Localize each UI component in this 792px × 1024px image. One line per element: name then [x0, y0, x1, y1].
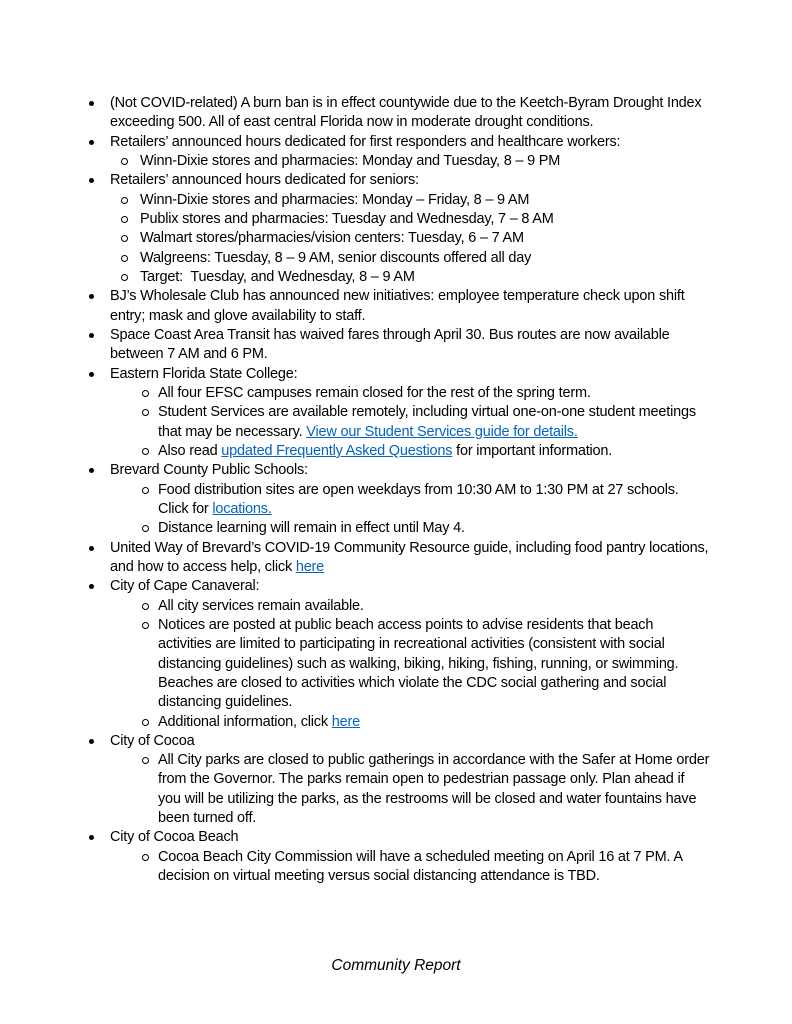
text-run: United Way of Brevard’s COVID-19 Community Resource guide, including food pantry locations, and how to access help, click — [110, 539, 709, 575]
bullet-text — [110, 94, 710, 133]
sub-bullet-item — [0, 249, 792, 268]
bullet-text — [140, 152, 710, 171]
text-run: Brevard County Public Schools: — [110, 462, 308, 479]
sub-bullet-item — [0, 481, 792, 520]
open-circle-bullet-icon — [120, 152, 140, 171]
filled-dot-bullet-icon — [88, 577, 110, 596]
bullet-text — [158, 403, 710, 442]
filled-dot-bullet-icon — [88, 828, 110, 847]
bullet-text — [110, 577, 710, 596]
sub-bullet-item — [0, 597, 792, 616]
bullet-text — [110, 287, 710, 326]
bullet-text — [158, 616, 710, 713]
sub-bullet-item — [0, 713, 792, 732]
filled-dot-bullet-icon — [88, 287, 110, 326]
text-run: City of Cocoa — [110, 732, 195, 749]
filled-dot-bullet-icon — [88, 326, 110, 365]
bullet-item — [0, 94, 792, 133]
bullet-item — [0, 171, 792, 190]
text-run: Retailers’ announced hours dedicated for seniors: — [110, 172, 419, 189]
text-run: Eastern Florida State College: — [110, 365, 298, 382]
filled-dot-bullet-icon — [88, 732, 110, 751]
sub-bullet-item — [0, 229, 792, 248]
bullet-item — [0, 577, 792, 596]
text-run: All City parks are closed to public gatherings in accordance with the Safer at Home order from the Governor. The parks remain open to pedestrian passage only. Plan ahead if you will be utilizing the parks, as the restrooms will be closed and water fountains have been turned off. — [158, 752, 710, 827]
open-circle-bullet-icon — [141, 597, 158, 616]
bullet-text — [110, 133, 710, 152]
bullet-text — [140, 191, 710, 210]
bullet-text — [158, 384, 710, 403]
bullet-text — [158, 751, 710, 828]
text-run: Additional information, click — [158, 713, 332, 730]
bullet-text — [110, 461, 710, 480]
bullet-item — [0, 326, 792, 365]
text-run: (Not COVID-related) A burn ban is in effect countywide due to the Keetch-Byram Drought Index exceeding 500. All of east central Florida now in moderate drought conditions. — [110, 95, 702, 131]
bullet-text — [158, 481, 710, 520]
hyperlink[interactable]: locations. — [212, 500, 272, 517]
bullet-text — [140, 268, 710, 287]
text-run: BJ’s Wholesale Club has announced new initiatives: employee temperature check upon shift entry; mask and glove availability to staff. — [110, 288, 685, 324]
text-run: Walmart stores/pharmacies/vision centers: Tuesday, 6 – 7 AM — [140, 230, 524, 247]
bullet-text — [140, 210, 710, 229]
text-run: Cocoa Beach City Commission will have a scheduled meeting on April 16 at 7 PM. A decision on virtual meeting versus social distancing attendance is TBD. — [158, 848, 682, 885]
bullet-text — [158, 713, 710, 732]
bullet-text — [110, 732, 710, 751]
open-circle-bullet-icon — [141, 713, 158, 732]
text-run: City of Cocoa Beach — [110, 829, 239, 846]
text-run: Notices are posted at public beach access points to advise residents that beach activities are limited to participating in recreational activities (consistent with social distancing guidelines) such as walking, biking, hiking, fishing, running, or swimming. Beaches are closed to activities which violate the CDC social gathering and social distancing guidelines. — [158, 616, 679, 711]
hyperlink[interactable]: View our Student Services guide for details. — [306, 423, 578, 440]
sub-bullet-item — [0, 403, 792, 442]
bullet-text — [110, 171, 710, 190]
bullet-item — [0, 539, 792, 578]
text-run: All city services remain available. — [158, 597, 364, 614]
bullet-text — [110, 365, 710, 384]
text-run: Retailers’ announced hours dedicated for first responders and healthcare workers: — [110, 133, 621, 150]
sub-bullet-item — [0, 442, 792, 461]
filled-dot-bullet-icon — [88, 461, 110, 480]
sub-bullet-item — [0, 848, 792, 887]
open-circle-bullet-icon — [120, 229, 140, 248]
text-run: Publix stores and pharmacies: Tuesday and Wednesday, 7 – 8 AM — [140, 210, 554, 227]
bullet-text — [158, 848, 710, 887]
sub-bullet-item — [0, 616, 792, 713]
sub-bullet-item — [0, 268, 792, 287]
sub-bullet-item — [0, 384, 792, 403]
hyperlink[interactable]: here — [295, 558, 325, 575]
bullet-item — [0, 732, 792, 751]
filled-dot-bullet-icon — [88, 171, 110, 190]
open-circle-bullet-icon — [141, 751, 158, 828]
filled-dot-bullet-icon — [88, 365, 110, 384]
text-run: Space Coast Area Transit has waived fares through April 30. Bus routes are now available between 7 AM and 6 PM. — [110, 326, 670, 363]
text-run: Target: Tuesday, and Wednesday, 8 – 9 AM — [140, 268, 415, 285]
open-circle-bullet-icon — [141, 616, 158, 713]
open-circle-bullet-icon — [141, 384, 158, 403]
open-circle-bullet-icon — [120, 268, 140, 287]
sub-bullet-item — [0, 152, 792, 171]
filled-dot-bullet-icon — [88, 539, 110, 578]
open-circle-bullet-icon — [141, 481, 158, 520]
text-run: for important information. — [452, 442, 613, 459]
text-run: Student Services are available remotely, including virtual one-on-one student meetings that may be necessary. — [158, 404, 696, 440]
footer-text: Community Report — [331, 957, 461, 974]
bullet-item — [0, 287, 792, 326]
text-run: All four EFSC campuses remain closed for the rest of the spring term. — [158, 384, 591, 401]
open-circle-bullet-icon — [120, 191, 140, 210]
filled-dot-bullet-icon — [88, 94, 110, 133]
open-circle-bullet-icon — [141, 442, 158, 461]
open-circle-bullet-icon — [120, 249, 140, 268]
open-circle-bullet-icon — [141, 848, 158, 887]
open-circle-bullet-icon — [141, 403, 158, 442]
hyperlink[interactable]: here — [331, 713, 360, 730]
bullet-item — [0, 828, 792, 847]
sub-bullet-item — [0, 210, 792, 229]
bullet-text — [110, 828, 710, 847]
bullet-item — [0, 133, 792, 152]
bullet-item — [0, 365, 792, 384]
open-circle-bullet-icon — [120, 210, 140, 229]
text-run: Winn-Dixie stores and pharmacies: Monday – Friday, 8 – 9 AM — [140, 191, 530, 208]
bullet-text — [158, 442, 710, 461]
filled-dot-bullet-icon — [88, 133, 110, 152]
bullet-text — [110, 326, 710, 365]
text-run: Also read — [158, 442, 222, 459]
sub-bullet-item — [0, 519, 792, 538]
bullet-list — [0, 94, 792, 886]
text-run: Winn-Dixie stores and pharmacies: Monday and Tuesday, 8 – 9 PM — [140, 152, 561, 169]
bullet-text — [158, 597, 710, 616]
sub-bullet-item — [0, 191, 792, 210]
bullet-text — [140, 249, 710, 268]
bullet-text — [140, 229, 710, 248]
text-run: Distance learning will remain in effect until May 4. — [158, 520, 465, 537]
bullet-text — [158, 519, 710, 538]
page-footer — [0, 956, 792, 976]
text-run: City of Cape Canaveral: — [110, 578, 260, 595]
text-run: Walgreens: Tuesday, 8 – 9 AM, senior discounts offered all day — [140, 249, 532, 266]
bullet-text — [110, 539, 710, 578]
sub-bullet-item — [0, 751, 792, 828]
text-run: Food distribution sites are open weekdays from 10:30 AM to 1:30 PM at 27 schools. Click for — [158, 481, 679, 517]
open-circle-bullet-icon — [141, 519, 158, 538]
hyperlink[interactable]: updated Frequently Asked Questions — [221, 442, 453, 459]
bullet-item — [0, 461, 792, 480]
